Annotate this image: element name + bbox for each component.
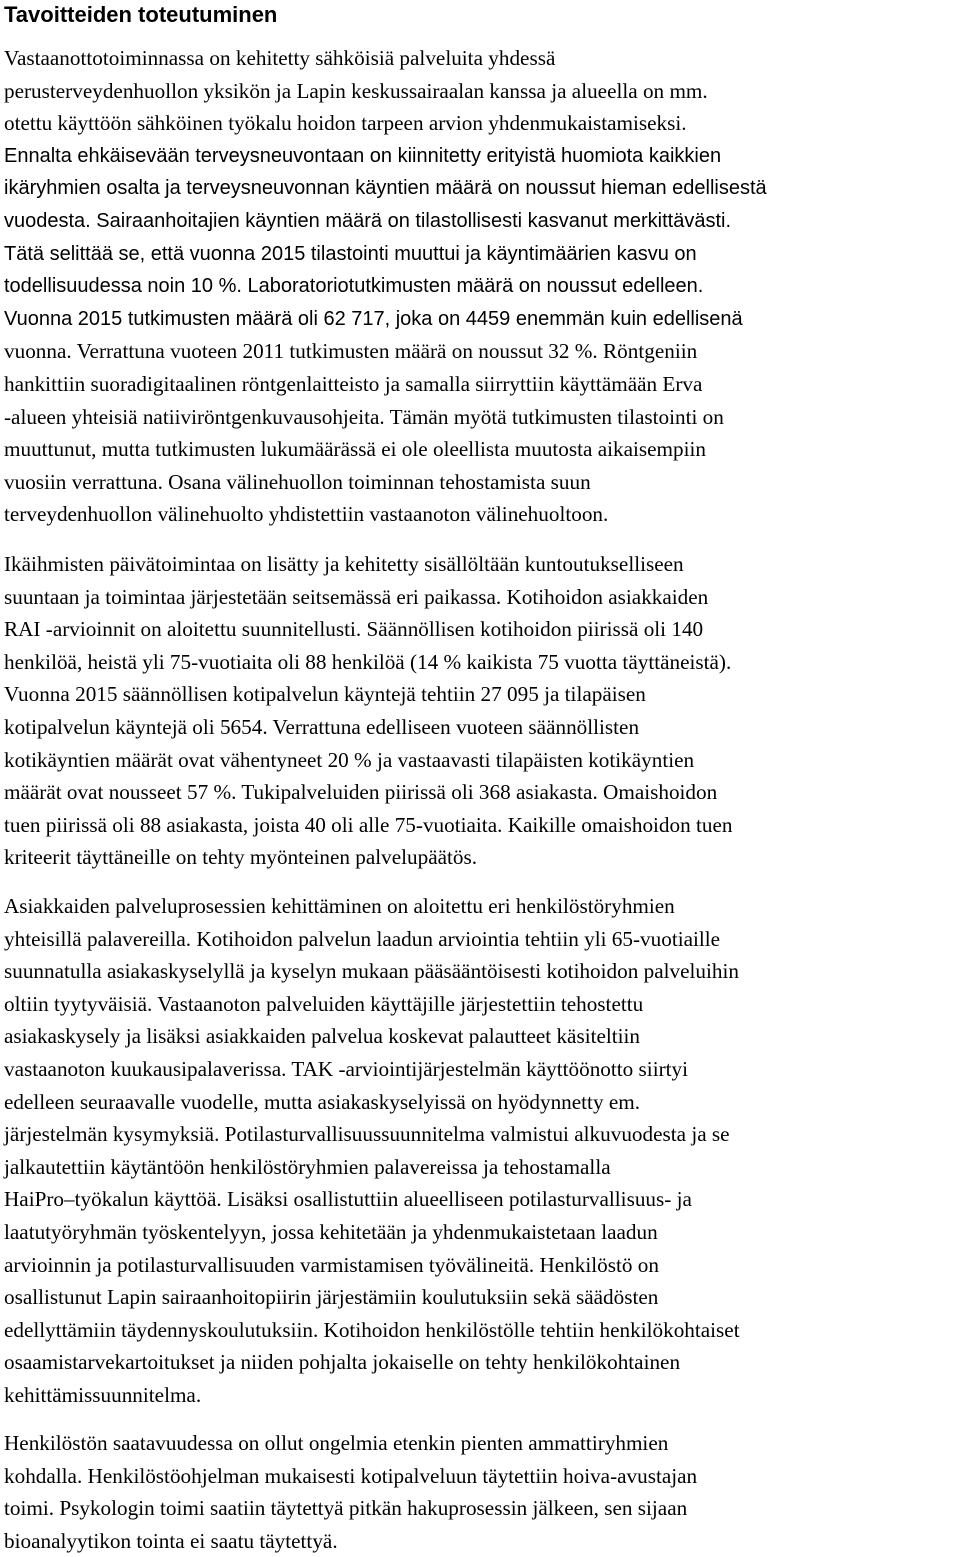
paragraph-line: -alueen yhteisiä natiiviröntgenkuvausohjeita. Tämän myötä tutkimusten tilastointi on — [4, 404, 724, 429]
paragraph-line: järjestelmän kysymyksiä. Potilasturvallisuussuunnitelma valmistui alkuvuodesta ja se — [4, 1122, 730, 1147]
paragraph-line: hankittiin suoradigitaalinen röntgenlaitteisto ja samalla siirryttiin käyttämään Erva — [4, 371, 703, 396]
paragraph-line: osaamistarvekartoitukset ja niiden pohjalta jokaiselle on tehty henkilökohtainen — [4, 1350, 681, 1375]
paragraph-line: vuonna. Verrattuna vuoteen 2011 tutkimusten määrä on noussut 32 %. Röntgeniin — [4, 339, 698, 364]
paragraph-line: toimi. Psykologin toimi saatiin täytettyä pitkän hakuprosessin jälkeen, sen sijaan — [4, 1496, 688, 1521]
document-page — [4, 0, 956, 1553]
paragraph-line: perusterveydenhuollon yksikön ja Lapin keskussairaalan kanssa ja alueella on mm. — [4, 78, 708, 103]
paragraph-line: arvioinnin ja potilasturvallisuuden varmistamisen työvälineitä. Henkilöstö on — [4, 1252, 659, 1277]
paragraph-line: vuosiin verrattuna. Osana välinehuollon toiminnan tehostamista suun — [4, 469, 591, 494]
paragraph-line: Vastaanottotoiminnassa on kehitetty sähköisiä palveluita yhdessä — [4, 46, 556, 70]
paragraph-line: laatutyöryhmän työskentelyyn, jossa kehitetään ja yhdenmukaistetaan laadun — [4, 1219, 658, 1244]
paragraph-line: Asiakkaiden palveluprosessien kehittäminen on aloitettu eri henkilöstöryhmien — [4, 894, 675, 918]
paragraph-line: oltiin tyytyväisiä. Vastaanoton palveluiden käyttäjille järjestettiin tehostettu — [4, 991, 644, 1016]
paragraph-henkilosto — [4, 1427, 956, 1557]
paragraph-line: todellisuudessa noin 10 %. Laboratoriotutkimusten määrä on noussut edelleen. — [4, 275, 704, 298]
paragraph-line: Vuonna 2015 säännöllisen kotipalvelun käyntejä tehtiin 27 095 ja tilapäisen — [4, 682, 646, 707]
paragraph-line: suuntaan ja toimintaa järjestetään seitsemässä eri paikassa. Kotihoidon asiakkaiden — [4, 584, 709, 609]
paragraph-ikaihmiset — [4, 548, 956, 874]
paragraph-line: terveydenhuollon välinehuolto yhdistettiin vastaanoton välinehuoltoon. — [4, 502, 609, 527]
paragraph-line: edelleen seuraavalle vuodelle, mutta asiakaskyselyissä on hyödynnetty em. — [4, 1089, 641, 1114]
paragraph-line: henkilöä, heistä yli 75-vuotiaita oli 88 henkilöä (14 % kaikista 75 vuotta täyttäneistä). — [4, 649, 732, 674]
paragraph-line: Henkilöstön saatavuudessa on ollut ongelmia etenkin pienten ammattiryhmien — [4, 1431, 669, 1455]
paragraph-line: edellyttämiin täydennyskoulutuksiin. Kotihoidon henkilöstölle tehtiin henkilökohtaiset — [4, 1317, 740, 1342]
page-title: Tavoitteiden toteutuminen — [4, 2, 278, 27]
paragraph-line: yhteisillä palavereilla. Kotihoidon palvelun laadun arviointia tehtiin yli 65-vuotiaille — [4, 926, 721, 951]
paragraph-line: Ennalta ehkäisevään terveysneuvontaan on kiinnitetty erityistä huomiota kaikkien — [4, 144, 722, 167]
paragraph-line: vuodesta. Sairaanhoitajien käyntien määrä on tilastollisesti kasvanut merkittävästi. — [4, 209, 732, 232]
paragraph-line: osallistunut Lapin sairaanhoitopiirin järjestämiin koulutuksiin sekä säädösten — [4, 1285, 659, 1310]
paragraph-line: suunnatulla asiakaskyselyllä ja kyselyn mukaan pääsääntöisesti kotihoidon palveluihin — [4, 959, 739, 984]
paragraph-line: tuen piirissä oli 88 asiakasta, joista 40 oli alle 75-vuotiaita. Kaikille omaishoidon tuen — [4, 812, 733, 837]
paragraph-vastaanotto — [4, 42, 956, 531]
paragraph-line: muuttunut, mutta tutkimusten lukumäärässä ei ole oleellista muutosta aikaisempiin — [4, 437, 707, 462]
paragraph-line: RAI -arvioinnit on aloitettu suunnitellusti. Säännöllisen kotihoidon piirissä oli 140 — [4, 617, 704, 642]
paragraph-line: otettu käyttöön sähköinen työkalu hoidon tarpeen arvion yhdenmukaistamiseksi. — [4, 111, 687, 136]
paragraph-line: vastaanoton kuukausipalaverissa. TAK -arviointijärjestelmän käyttöönotto siirtyi — [4, 1056, 688, 1081]
paragraph-asiakkaat — [4, 890, 956, 1412]
paragraph-line: HaiPro–työkalun käyttöä. Lisäksi osallistuttiin alueelliseen potilasturvallisuus- ja — [4, 1187, 692, 1212]
paragraph-line: bioanalyytikon tointa ei saatu täytettyä. — [4, 1528, 338, 1553]
paragraph-line: kotikäyntien määrät ovat vähentyneet 20 % ja vastaavasti tilapäisten kotikäyntien — [4, 747, 695, 772]
paragraph-line: asiakaskysely ja lisäksi asiakkaiden palvelua koskevat palautteet käsiteltiin — [4, 1024, 641, 1049]
paragraph-line: Tätä selittää se, että vuonna 2015 tilastointi muuttui ja käyntimäärien kasvu on — [4, 242, 697, 265]
paragraph-line: kriteerit täyttäneille on tehty myönteinen palvelupäätös. — [4, 845, 478, 870]
paragraph-line: kohdalla. Henkilöstöohjelman mukaisesti kotipalveluun täytettiin hoiva-avustajan — [4, 1463, 698, 1488]
paragraph-line: kehittämissuunnitelma. — [4, 1382, 202, 1407]
paragraph-line: jalkautettiin käytäntöön henkilöstöryhmien palavereissa ja tehostamalla — [4, 1154, 611, 1179]
paragraph-line: ikäryhmien osalta ja terveysneuvonnan käyntien määrä on noussut hieman edellisestä — [4, 177, 767, 200]
paragraph-line: Vuonna 2015 tutkimusten määrä oli 62 717, joka on 4459 enemmän kuin edellisenä — [4, 307, 743, 330]
paragraph-line: määrät ovat nousseet 57 %. Tukipalveluiden piirissä oli 368 asiakasta. Omaishoidon — [4, 780, 718, 805]
paragraph-line: kotipalvelun käyntejä oli 5654. Verrattuna edelliseen vuoteen säännöllisten — [4, 714, 640, 739]
paragraph-line: Ikäihmisten päivätoimintaa on lisätty ja kehitetty sisällöltään kuntoutukselliseen — [4, 552, 684, 576]
